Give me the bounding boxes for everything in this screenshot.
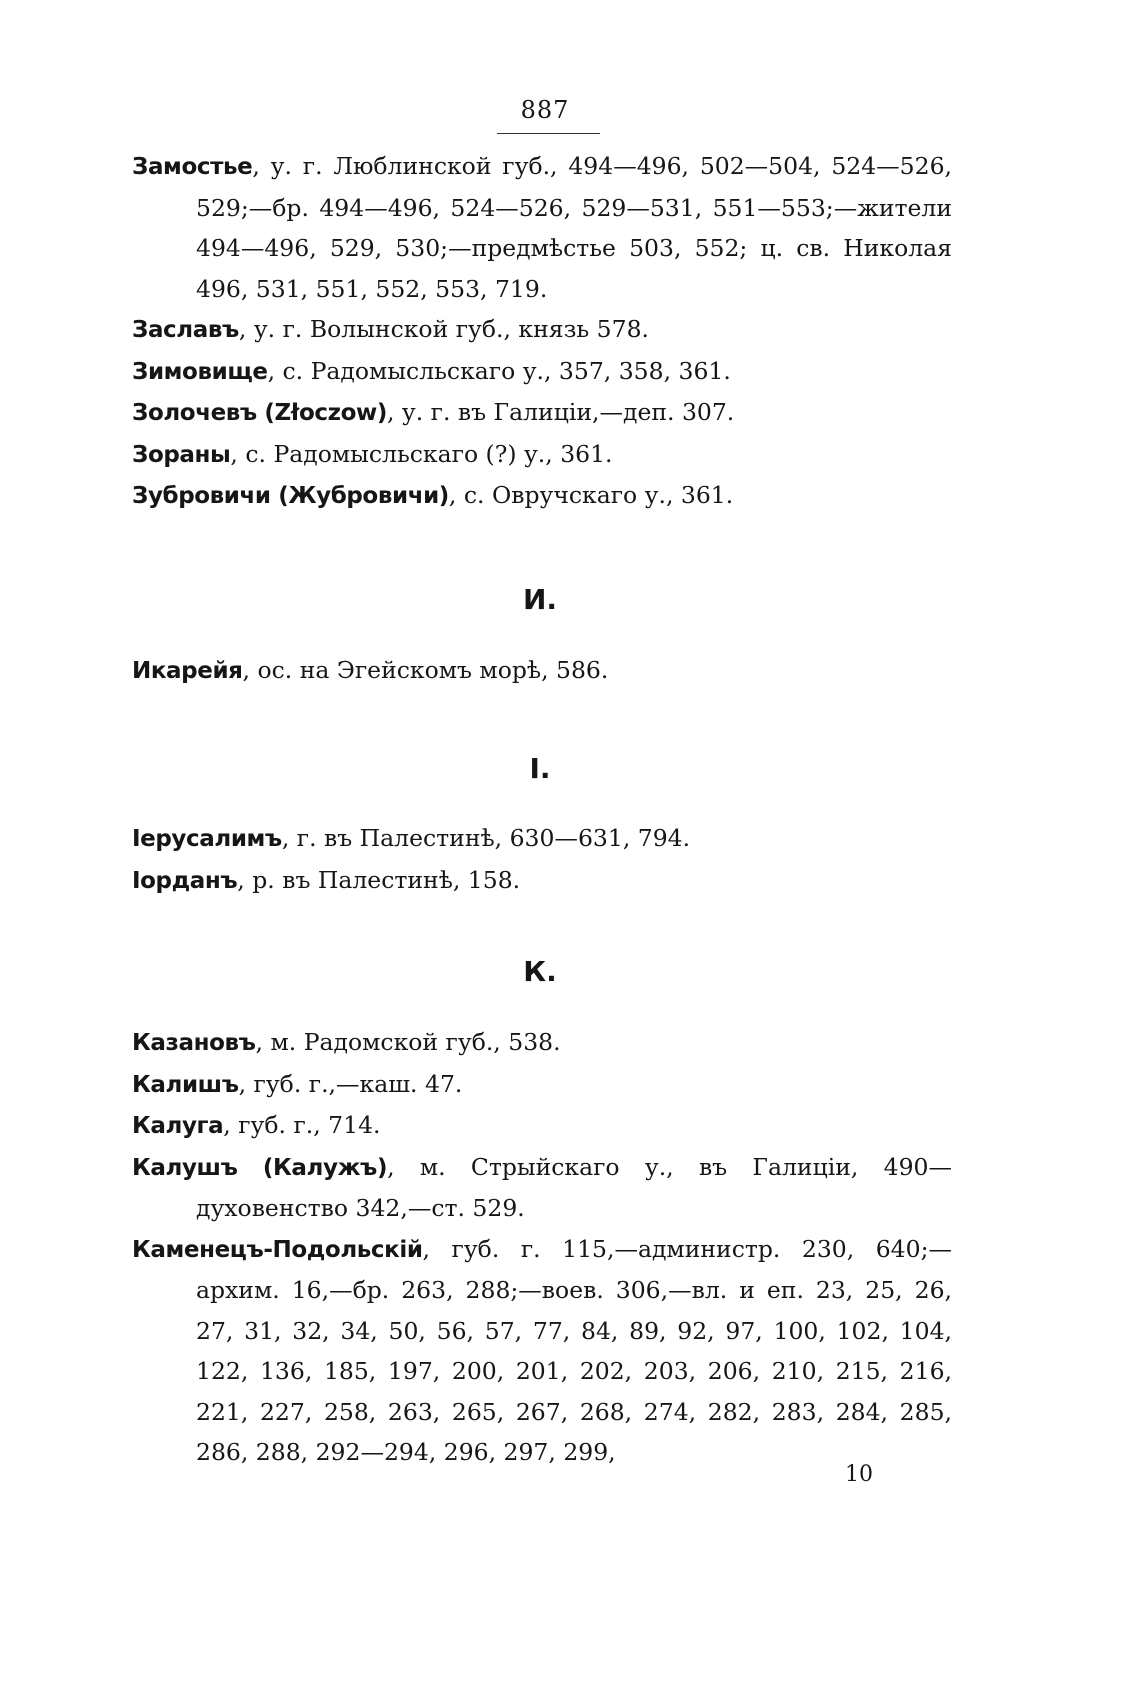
index-entry xyxy=(132,1105,952,1147)
entry-text: , ос. на Эгейскомъ морѣ, 586. xyxy=(242,656,609,684)
index-entry xyxy=(132,309,952,351)
entry-text: , м. Стрыйскаго у., въ Галиціи, 490—духовенство 342,—ст. 529. xyxy=(196,1152,952,1222)
entry-headword: Калушъ (Калужъ) xyxy=(132,1154,388,1181)
entry-headword: Зубровичи (Жубровичи) xyxy=(132,483,449,509)
index-entry xyxy=(132,475,952,517)
entry-headword: Калуга xyxy=(132,1113,224,1139)
entry-text: , р. въ Палестинѣ, 158. xyxy=(237,865,521,894)
index-entry xyxy=(132,1022,952,1064)
index-entry xyxy=(132,860,952,902)
entry-text: , с. Овручскаго у., 361. xyxy=(448,481,734,509)
entry-text: , с. Радомысльскаго (?) у., 361. xyxy=(230,439,613,468)
index-entry xyxy=(132,1147,952,1229)
entry-headword: Золочевъ (Złoczow) xyxy=(132,400,387,426)
entry-headword: Калишъ xyxy=(132,1071,239,1098)
index-entry xyxy=(132,1064,952,1106)
section-i-entries xyxy=(132,650,952,692)
section-heading-k: К. xyxy=(523,955,557,988)
entry-text: , губ. г.,—каш. 47. xyxy=(238,1069,463,1098)
entry-text: , у. г. Люблинской губ., 494—496, 502—504, 524—526, 529;—бр. 494—496, 524—526, 529—531, 551—553;—жители 494—496, 529, 530;—предмѣстье 503, 552; ц. св. Николая 496, 531, 551, 552, 553, 719. xyxy=(196,152,952,303)
entry-text: , губ. г., 714. xyxy=(223,1111,381,1139)
entry-headword: Замостье xyxy=(132,154,253,180)
entry-headword: Каменецъ-Подольскій xyxy=(132,1236,423,1263)
entry-headword: Зимовище xyxy=(132,358,268,385)
entry-text: , г. въ Палестинѣ, 630—631, 794. xyxy=(281,824,691,852)
entry-headword: Икарейя xyxy=(132,658,243,684)
index-entry xyxy=(132,650,952,692)
header-rule xyxy=(497,133,600,134)
section-z-entries xyxy=(132,146,952,517)
entry-headword: Казановъ xyxy=(132,1030,256,1056)
entry-headword: Іерусалимъ xyxy=(132,826,282,852)
entry-text: , м. Радомской губ., 538. xyxy=(255,1028,561,1056)
section-i-decimal-entries xyxy=(132,818,952,901)
index-entry xyxy=(132,351,952,393)
entry-text: , у. г. въ Галиціи,—деп. 307. xyxy=(386,398,735,426)
entry-text: , с. Радомысльскаго у., 357, 358, 361. xyxy=(267,356,731,385)
entry-text: , губ. г. 115,—администр. 230, 640;—архим. 16,—бр. 263, 288;—воев. 306,—вл. и еп. 23, 25, 26, 27, 31, 32, 34, 50, 56, 57, 77, 84, 89, 92, 97, 100, 102, 104, 122, 136, 185, 197, 200, 201, 202, 203, 206, 210, 215, 216, 221, 227, 258, 263, 265, 267, 268, 274, 282, 283, 284, 285, 286, 288, 292—294, 296, 297, 299, xyxy=(196,1234,952,1466)
section-heading-i: И. xyxy=(522,583,558,616)
entry-text: , у. г. Волынской губ., князь 578. xyxy=(238,315,649,343)
entry-headword: Зораны xyxy=(132,441,231,468)
index-entry xyxy=(132,146,952,309)
entry-headword: Іорданъ xyxy=(132,867,238,894)
index-entry xyxy=(132,434,952,476)
section-heading-i-decimal: І. xyxy=(529,752,551,785)
signature-mark: 10 xyxy=(845,1462,873,1487)
index-entry xyxy=(132,818,952,860)
index-entry xyxy=(132,1229,952,1473)
index-entry xyxy=(132,392,952,434)
section-k-entries xyxy=(132,1022,952,1473)
page-number: 887 xyxy=(520,96,570,124)
entry-headword: Заславъ xyxy=(132,317,239,343)
